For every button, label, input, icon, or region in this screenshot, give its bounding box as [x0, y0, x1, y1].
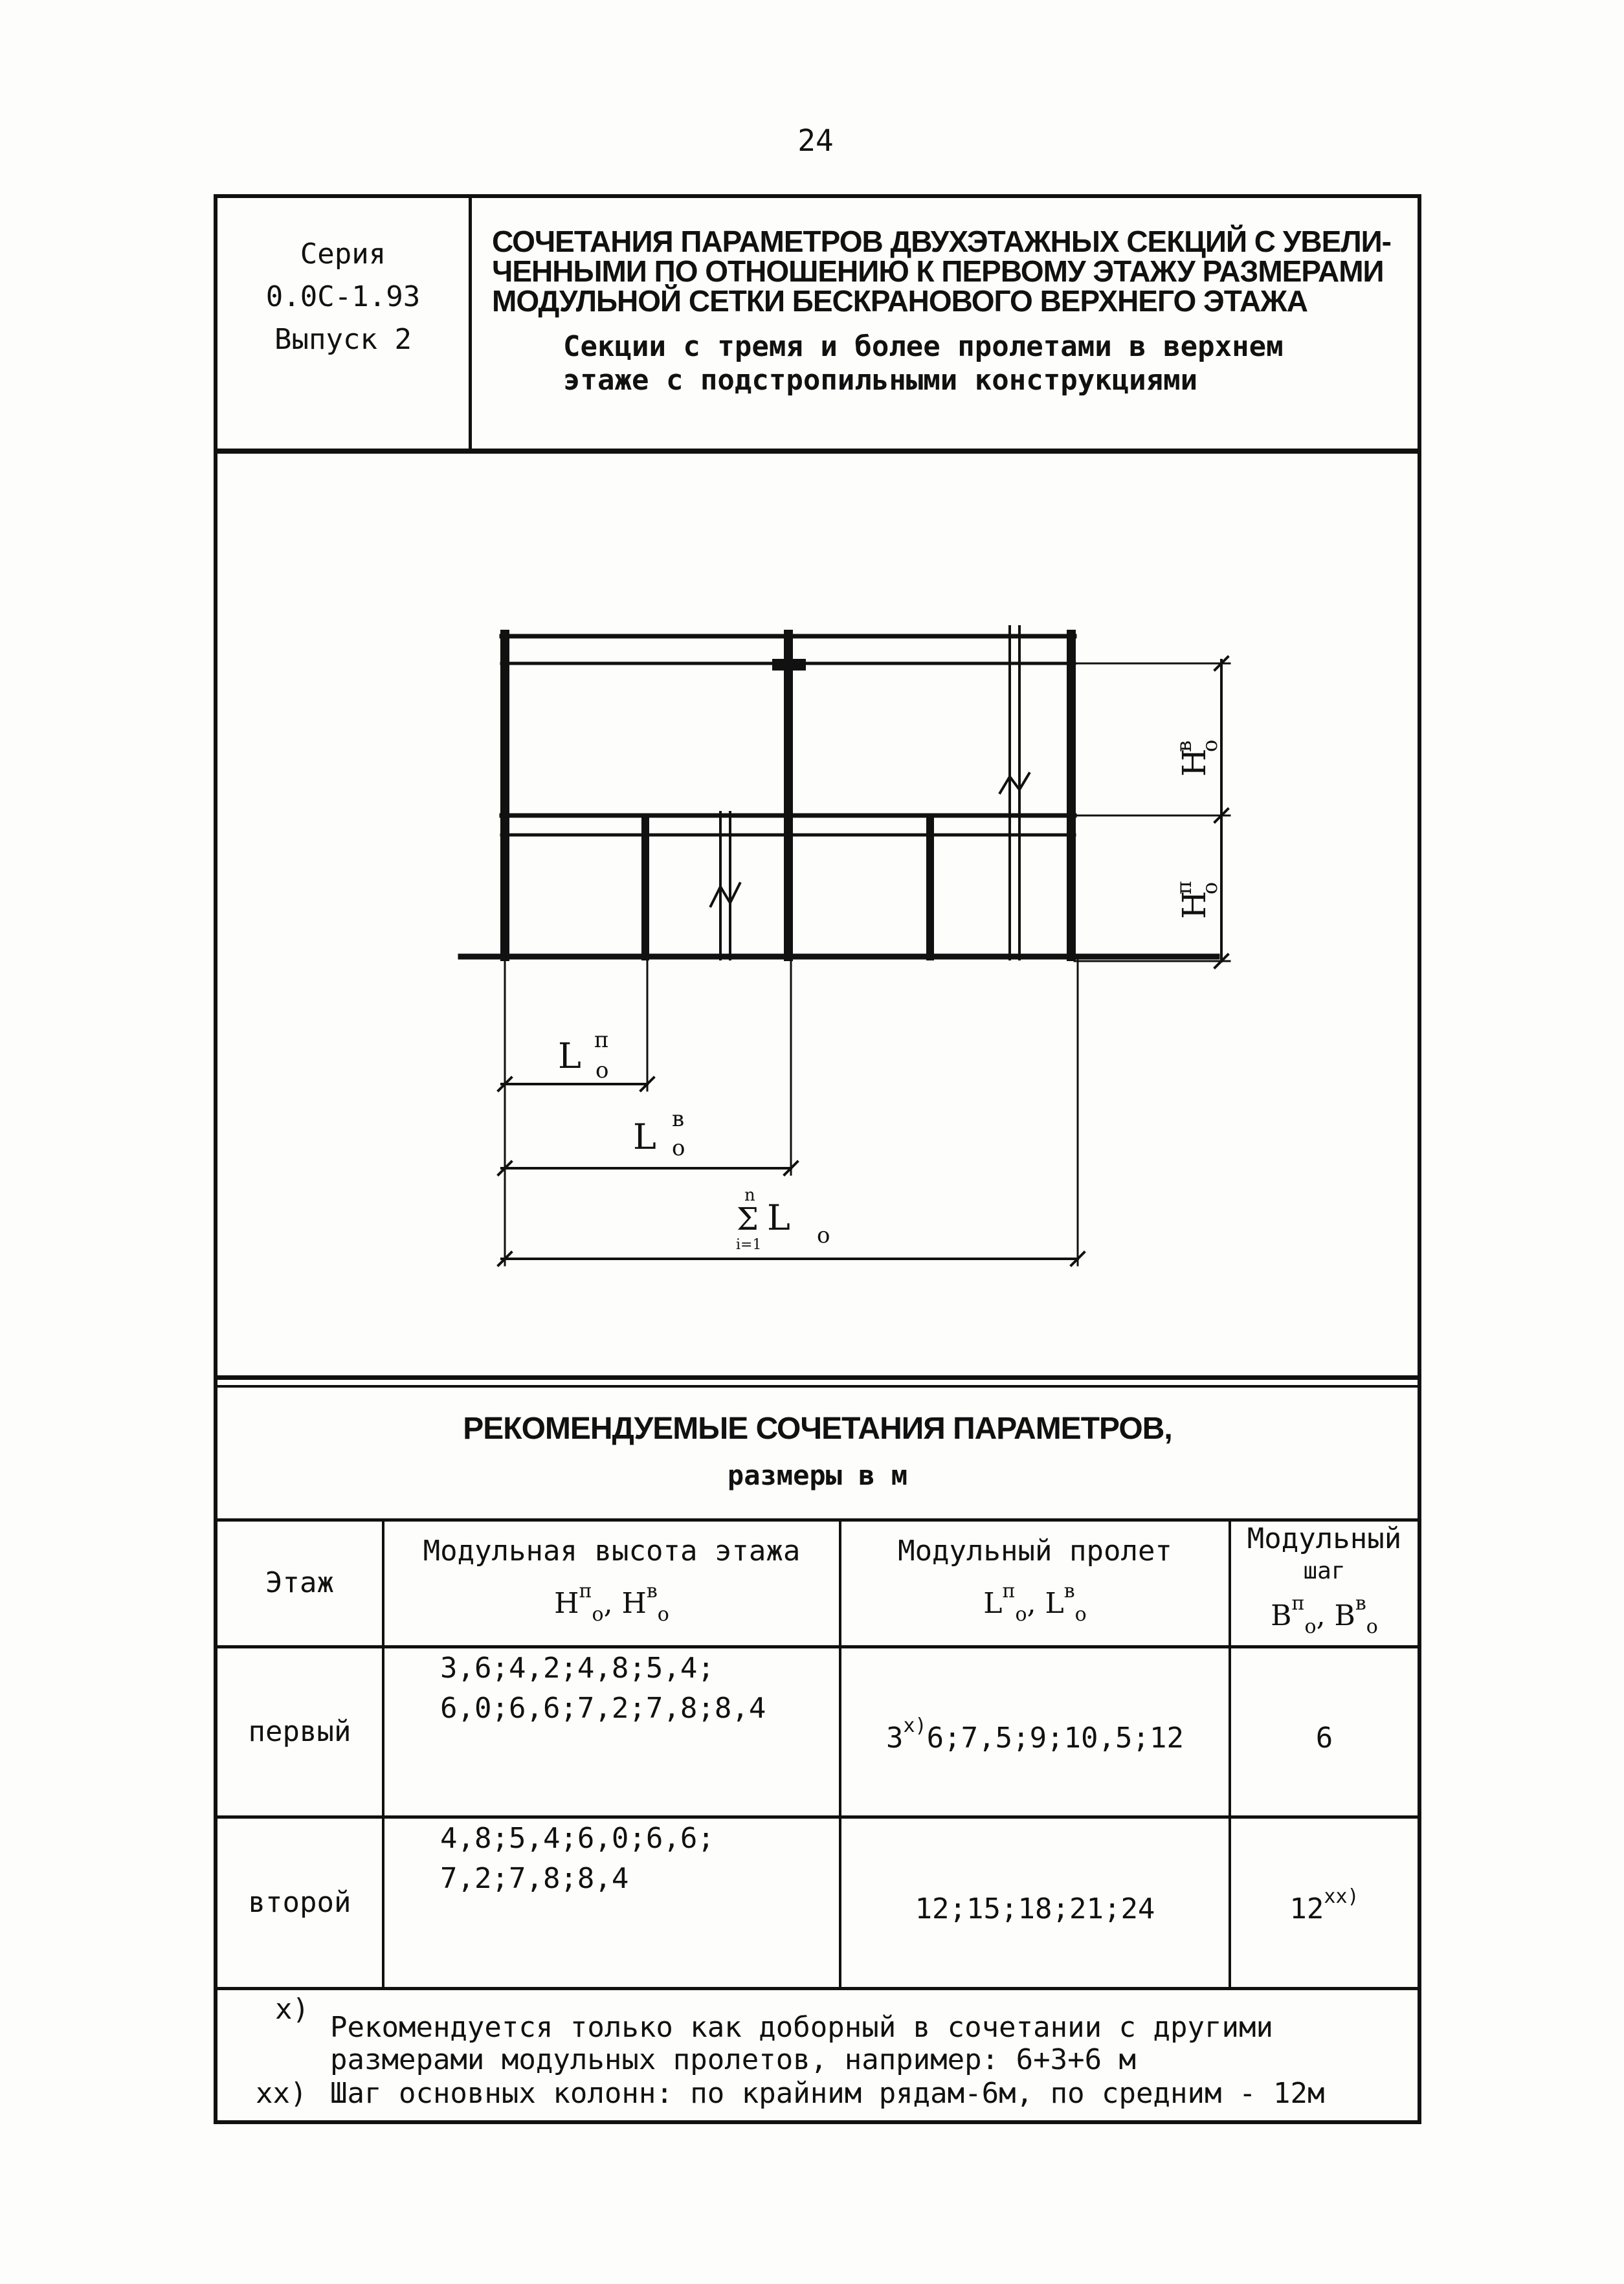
footnote-1-line-2: размерами модульных пролетов, например: 6+3+6 м: [330, 2043, 1137, 2076]
page-number: 24: [797, 123, 834, 158]
header-step-title: Модульный: [1247, 1522, 1402, 1555]
subtitle-line-2: этаже с подстропильными конструкциями: [563, 364, 1198, 397]
label-sum-sigma: Σ: [737, 1201, 759, 1237]
subtitle-line-1: Секции с тремя и более пролетами в верхнем: [563, 330, 1284, 363]
label-sum-sub: о: [817, 1223, 830, 1248]
table-heading: [217, 1411, 1418, 1491]
cell-span: 3$^{x)}$6;7,5;9;10,5;12: [886, 1714, 1184, 1755]
label-L-first: L: [558, 1036, 581, 1076]
header-height: [384, 1521, 839, 1645]
label-sum-i: i=1: [736, 1237, 762, 1253]
break-mark-lower: [711, 883, 740, 906]
label-L-upper-sup: в: [672, 1106, 685, 1132]
issue-label: Выпуск 2: [274, 323, 412, 356]
cell-step: 12$^{xx)}$: [1289, 1885, 1359, 1925]
footnote-1-line-1: Рекомендуется только как доборный в сочетании с другими: [330, 2011, 1273, 2044]
header-height-title: Модульная высота этажа: [423, 1535, 801, 1568]
header-floor: Этаж: [265, 1566, 334, 1599]
label-H-first-sub: о: [1197, 881, 1222, 894]
header-step-symbol: $B^п_о$, $B^в_о$: [1271, 1592, 1378, 1638]
header-span-title: Модульный пролет: [898, 1535, 1172, 1568]
header-span-symbol: $L^п_о$, $L^в_о$: [983, 1580, 1087, 1626]
series-number: 0.0С-1.93: [265, 280, 421, 313]
header-height-symbol: $H^п_о$, $H^в_о$: [554, 1580, 669, 1626]
table-rule-row-2: [214, 1987, 1421, 1990]
break-mark-upper: [1000, 773, 1029, 793]
label-L-upper: L: [633, 1116, 656, 1157]
label-sum-n: n: [744, 1186, 755, 1205]
label-L-first-sub: о: [595, 1058, 609, 1083]
label-L-upper-sub: о: [672, 1135, 685, 1161]
series-label: Серия: [300, 238, 386, 271]
label-H-first-sup: п: [1172, 880, 1196, 894]
label-L-first-sup: п: [594, 1027, 609, 1053]
title-line-3: МОДУЛЬНОЙ СЕТКИ БЕСКРАНОВОГО ВЕРХНЕГО ЭТАЖА: [492, 284, 1307, 318]
table-heading-units: размеры в м: [727, 1459, 908, 1491]
footnote-mark-2: xx): [256, 2077, 307, 2110]
label-H-first: H: [1175, 891, 1213, 919]
footnote-1: [330, 2012, 1273, 2076]
title-line-1: СОЧЕТАНИЯ ПАРАМЕТРОВ ДВУХЭТАЖНЫХ СЕКЦИЙ С УВЕЛИ-: [492, 225, 1391, 258]
header-step: [1231, 1521, 1418, 1645]
cell-height: 4,8;5,4;6,0;6,6; 7,2;7,8;8,4: [440, 1822, 715, 1895]
title-line-2: ЧЕННЫМИ ПО ОТНОШЕНИЮ К ПЕРВОМУ ЭТАЖУ РАЗМЕРАМИ: [492, 254, 1384, 288]
cell-floor: второй: [248, 1886, 351, 1919]
cell-height: 3,6;4,2;4,8;5,4; 6,0;6,6;7,2;7,8;8,4: [440, 1652, 766, 1725]
footnote-2: Шаг основных колонн: по крайним рядам-6м, по средним - 12м: [330, 2077, 1325, 2110]
cell-floor: первый: [248, 1715, 351, 1748]
label-H-upper-sup: в: [1172, 740, 1196, 752]
header-step-title-2: шаг: [1303, 1558, 1346, 1584]
truss-marker: [772, 659, 806, 671]
table-heading-title: РЕКОМЕНДУЕМЫЕ СОЧЕТАНИЯ ПАРАМЕТРОВ,: [463, 1412, 1172, 1446]
label-H-upper-sub: о: [1197, 739, 1222, 752]
label-H-upper: H: [1175, 748, 1213, 777]
label-sum-L: L: [767, 1197, 790, 1238]
footnote-mark-1: x): [275, 1993, 309, 2026]
header-span: [841, 1521, 1229, 1645]
cell-span: 12;15;18;21;24: [915, 1892, 1155, 1925]
cell-step: 6: [1315, 1721, 1333, 1755]
